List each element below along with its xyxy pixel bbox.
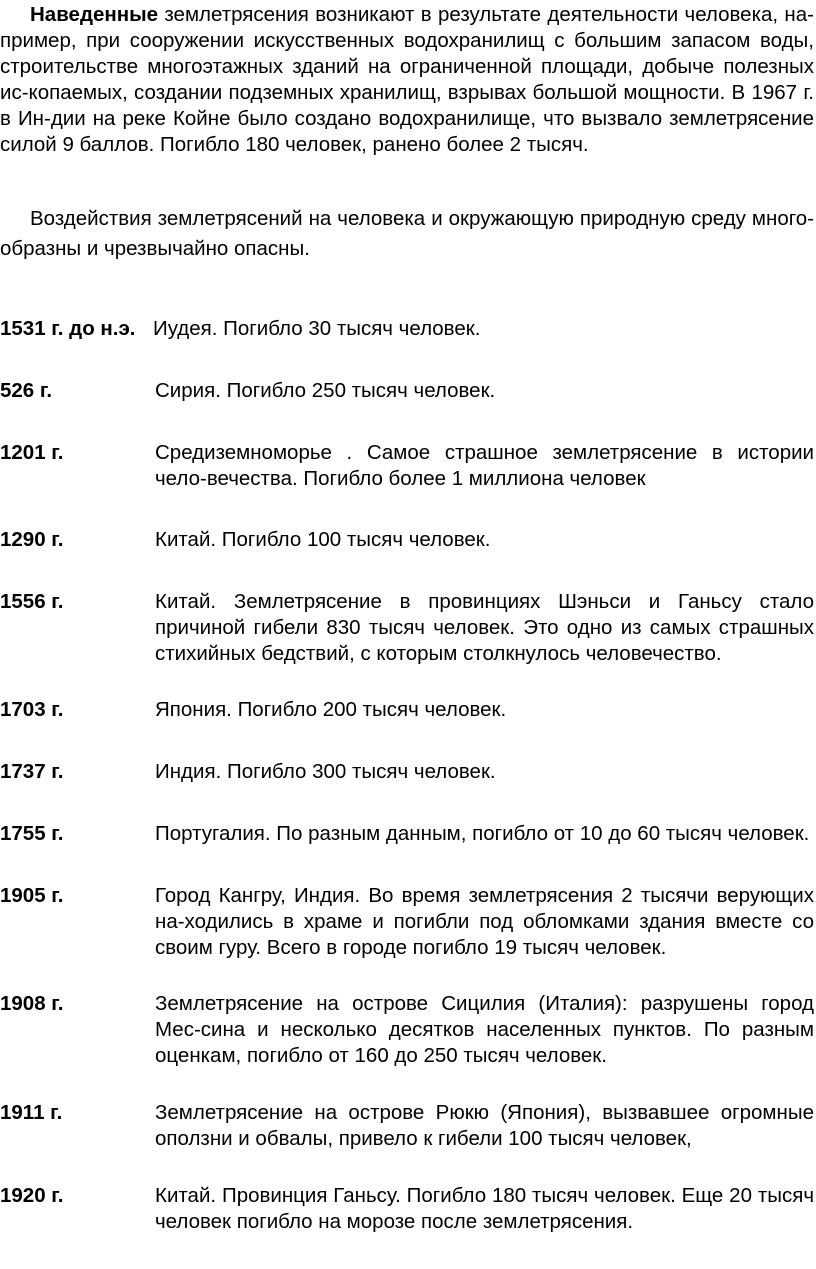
entry-text: Землетрясение на острове Рюкю (Япония), вызвавшее огромные оползни и обвалы, привело к гибели 100 тысяч человек,	[155, 1101, 814, 1150]
entry-text: Португалия. По разным данным, погибло от 10 до 60 тысяч человек.	[155, 822, 810, 845]
chronology-entry	[0, 821, 814, 847]
entry-year: 1911 г.	[0, 1101, 63, 1124]
entry-year: 1755 г.	[0, 822, 64, 845]
entry-text: Китай. Погибло 100 тысяч человек.	[155, 528, 491, 551]
entry-year: 1905 г.	[0, 884, 64, 907]
chronology-entry	[0, 697, 814, 723]
entry-year: 1703 г.	[0, 698, 64, 721]
entry-year: 1737 г.	[0, 760, 64, 783]
chronology-entry	[0, 1183, 814, 1235]
entry-year: 1556 г.	[0, 590, 64, 613]
chronology-entry	[0, 378, 814, 404]
entry-text: Город Кангру, Индия. Во время землетрясения 2 тысячи верующих на-ходились в храме и погибли под обломками здания вместе со своим гуру. Всего в городе погибло 19 тысяч человек.	[155, 884, 814, 959]
intro-lead-term: Наведенные	[30, 3, 159, 26]
entry-year: 1201 г.	[0, 441, 64, 464]
entry-text: Сирия. Погибло 250 тысяч человек.	[155, 379, 496, 402]
entry-text: Китай. Провинция Ганьсу. Погибло 180 тысяч человек. Еще 20 тысяч человек погибло на морозе после землетрясения.	[155, 1184, 814, 1233]
chronology-entry	[0, 316, 814, 342]
chronology-entry	[0, 440, 814, 492]
chronology-entry	[0, 991, 814, 1069]
chronology-entry	[0, 527, 814, 553]
entry-text: Китай. Землетрясение в провинциях Шэньси и Ганьсу стало причиной гибели 830 тысяч человек. Это одно из самых страшных стихийных бедствий, с которым столкнулось человечество.	[155, 590, 814, 665]
entry-year: 1920 г.	[0, 1184, 64, 1207]
entry-year: 1531 г. до н.э.	[0, 317, 136, 340]
impact-paragraph: Воздействия землетрясений на человека и окружающую природную среду много-образны и чрезвычайно опасны.	[0, 207, 814, 260]
entry-text: Иудея. Погибло 30 тысяч человек.	[153, 317, 481, 340]
chronology-entry	[0, 589, 814, 667]
entry-year: 526 г.	[0, 379, 53, 402]
entry-year: 1290 г.	[0, 528, 64, 551]
chronology-entry	[0, 883, 814, 961]
entry-year: 1908 г.	[0, 992, 64, 1015]
entry-text: Индия. Погибло 300 тысяч человек.	[155, 760, 496, 783]
entry-text: Япония. Погибло 200 тысяч человек.	[155, 698, 507, 721]
chronology-entry	[0, 759, 814, 785]
intro-paragraph-text: землетрясения возникают в результате деятельности человека, на-пример, при сооружении искусственных водохранилищ с большим запасом воды, строительстве многоэтажных зданий на ограниченной площади, добыче полезных ис-копаемых, создании подземных хранилищ, взрывах большой мощности. В 1967 г. в Ин-дии на реке Койне было создано водохранилище, что вызвало землетрясение силой 9 баллов. Погибло 180 человек, ранено более 2 тысяч.	[0, 3, 814, 156]
entry-text: Средиземноморье . Самое страшное землетрясение в истории чело-вечества. Погибло более 1 миллиона человек	[155, 441, 814, 490]
chronology-entry	[0, 1100, 814, 1152]
intro-paragraph	[0, 2, 814, 158]
entry-text: Землетрясение на острове Сицилия (Италия): разрушены город Мес-сина и несколько десятков населенных пунктов. По разным оценкам, погибло от 160 до 250 тысяч человек.	[155, 992, 814, 1067]
